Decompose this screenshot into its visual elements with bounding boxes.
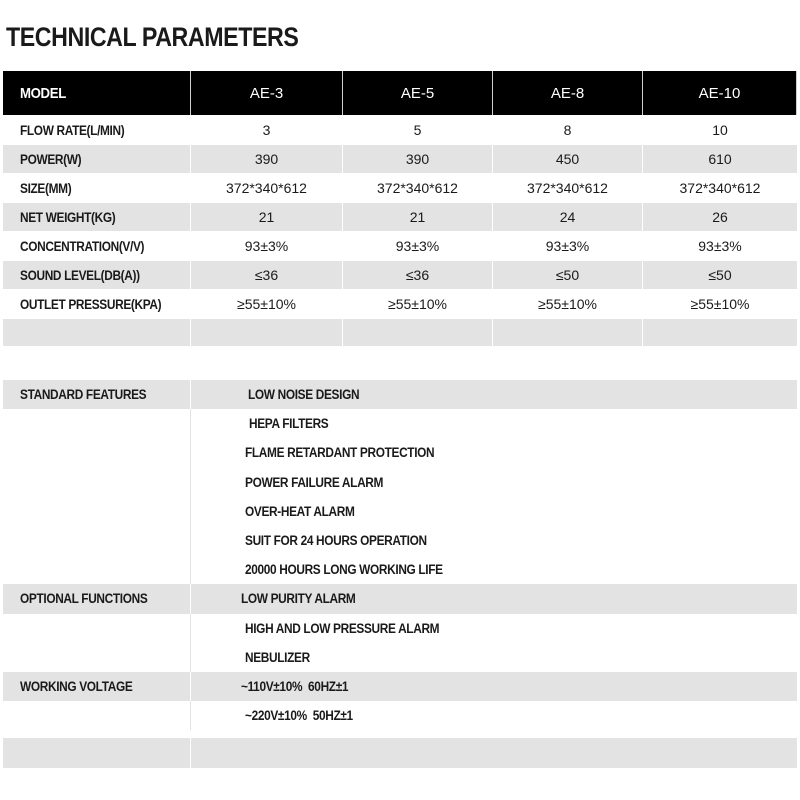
table-cell: 21 <box>191 203 343 231</box>
table-row <box>3 145 797 174</box>
empty-cell <box>343 319 493 346</box>
header-ae-3: AE-3 <box>191 71 343 115</box>
table-cell: 390 <box>343 145 493 173</box>
voltage-item: ~110V±10% 60HZ±1 <box>241 678 349 694</box>
empty-label <box>3 738 191 768</box>
page-title: TECHNICAL PARAMETERS <box>6 22 299 52</box>
feature-item: NEBULIZER <box>245 649 310 665</box>
empty-cell <box>3 319 191 346</box>
header-ae-5: AE-5 <box>343 71 493 115</box>
empty-label <box>3 438 191 467</box>
table-cell: ≥55±10% <box>191 290 343 318</box>
empty-label <box>3 468 191 497</box>
table-cell: 21 <box>343 203 493 231</box>
feature-item: HIGH AND LOW PRESSURE ALARM <box>245 620 440 636</box>
table-cell: 372*340*612 <box>343 174 493 202</box>
table-cell: 372*340*612 <box>191 174 343 202</box>
empty-cell <box>643 319 797 346</box>
working-voltage-label: WORKING VOLTAGE <box>3 672 191 701</box>
empty-cell <box>191 738 797 768</box>
empty-label <box>3 409 191 438</box>
spec-table <box>3 71 797 347</box>
header-ae-10: AE-10 <box>643 71 797 115</box>
list-item <box>3 701 797 730</box>
empty-cell <box>493 319 643 346</box>
empty-label <box>3 526 191 555</box>
empty-cell <box>191 319 343 346</box>
table-row <box>3 116 797 145</box>
voltage-item: ~220V±10% 50HZ±1 <box>245 708 353 724</box>
table-cell: ≤36 <box>343 261 493 289</box>
table-cell: 93±3% <box>343 232 493 260</box>
table-row <box>3 261 797 290</box>
table-cell: 10 <box>712 122 728 138</box>
row-label: FLOW RATE(L/MIN) <box>3 116 191 144</box>
table-cell: 3 <box>191 116 343 144</box>
table-cell: ≤50 <box>493 261 643 289</box>
spec-table-header <box>3 71 797 116</box>
row-label: NET WEIGHT(KG) <box>3 203 191 231</box>
row-label: SOUND LEVEL(DB(A)) <box>3 261 191 289</box>
list-item <box>3 497 797 526</box>
list-item <box>3 672 797 701</box>
feature-item: LOW PURITY ALARM <box>241 591 356 607</box>
table-cell: 24 <box>493 203 643 231</box>
empty-label <box>3 497 191 526</box>
table-cell: 8 <box>493 116 643 144</box>
table-cell: ≥55±10% <box>343 290 493 318</box>
feature-item: LOW NOISE DESIGN <box>248 387 360 403</box>
list-item <box>3 614 797 643</box>
table-cell: 5 <box>343 116 493 144</box>
table-row <box>3 174 797 203</box>
feature-item: SUIT FOR 24 HOURS OPERATION <box>245 533 427 549</box>
list-item <box>3 409 797 438</box>
row-label: OUTLET PRESSURE(KPA) <box>3 290 191 318</box>
table-cell: ≥55±10% <box>690 296 750 312</box>
row-label: POWER(W) <box>3 145 191 173</box>
empty-label <box>3 614 191 643</box>
feature-item: POWER FAILURE ALARM <box>245 474 384 490</box>
table-cell: 372*340*612 <box>679 180 761 196</box>
row-label: CONCENTRATION(V/V) <box>3 232 191 260</box>
row-label: SIZE(MM) <box>3 174 191 202</box>
feature-item: 20000 HOURS LONG WORKING LIFE <box>245 562 443 578</box>
table-cell: 610 <box>708 151 732 167</box>
table-cell: ≤36 <box>191 261 343 289</box>
standard-features-label: STANDARD FEATURES <box>3 380 191 409</box>
empty-label <box>3 643 191 672</box>
table-row <box>3 203 797 232</box>
list-item <box>3 468 797 497</box>
empty-row <box>3 738 797 768</box>
features-table <box>3 380 797 768</box>
list-item <box>3 555 797 584</box>
list-item <box>3 643 797 672</box>
empty-row <box>3 319 797 347</box>
list-item <box>3 584 797 613</box>
feature-item: HEPA FILTERS <box>249 416 329 432</box>
list-item <box>3 438 797 467</box>
table-row <box>3 232 797 261</box>
table-cell: 26 <box>712 209 728 225</box>
table-cell: ≥55±10% <box>493 290 643 318</box>
optional-functions-label: OPTIONAL FUNCTIONS <box>3 584 191 613</box>
header-ae-8: AE-8 <box>493 71 643 115</box>
table-cell: 450 <box>493 145 643 173</box>
table-cell: 93±3% <box>493 232 643 260</box>
table-row <box>3 290 797 319</box>
empty-label <box>3 701 191 730</box>
feature-item: OVER-HEAT ALARM <box>245 503 355 519</box>
table-cell: 372*340*612 <box>493 174 643 202</box>
table-cell: 93±3% <box>698 238 742 254</box>
table-cell: 390 <box>191 145 343 173</box>
header-model: MODEL <box>3 71 191 115</box>
list-item <box>3 526 797 555</box>
table-cell: 93±3% <box>191 232 343 260</box>
feature-item: FLAME RETARDANT PROTECTION <box>245 445 435 461</box>
empty-label <box>3 555 191 584</box>
list-item <box>3 380 797 409</box>
table-cell: ≤50 <box>708 267 732 283</box>
